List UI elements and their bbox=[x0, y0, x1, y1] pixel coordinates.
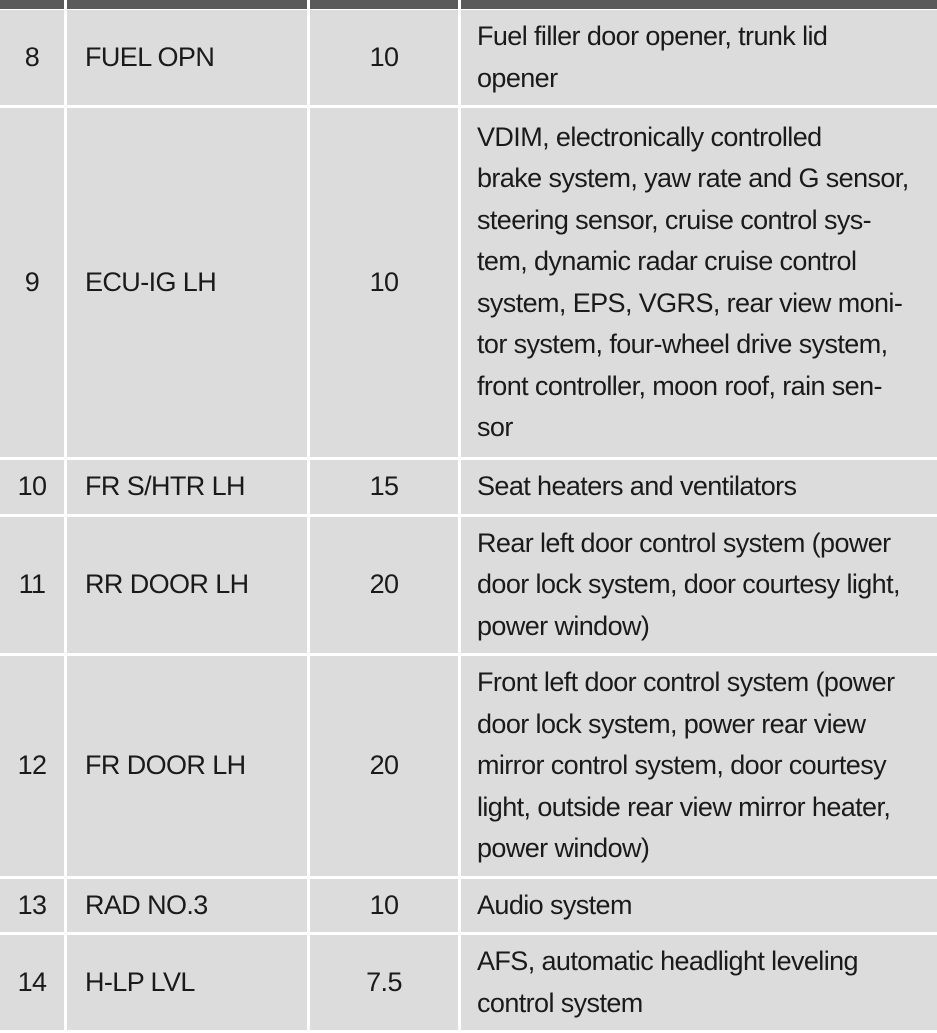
table-row bbox=[0, 460, 937, 517]
fuse-ampere-cell: 10 bbox=[310, 108, 461, 460]
fuse-table-body bbox=[0, 10, 937, 1033]
fuse-circuit-cell bbox=[461, 108, 937, 460]
table-row bbox=[0, 10, 937, 108]
header-cell-ampere bbox=[310, 0, 458, 9]
circuit-line: brake system, yaw rate and G sensor, bbox=[477, 163, 909, 193]
table-row bbox=[0, 517, 937, 657]
circuit-line: AFS, automatic headlight leveling bbox=[477, 946, 858, 976]
fuse-circuit-cell bbox=[461, 935, 937, 1033]
fuse-circuit-cell bbox=[461, 656, 937, 879]
fuse-name-cell: FR DOOR LH bbox=[67, 656, 310, 879]
circuit-line: VDIM, electronically controlled bbox=[477, 121, 822, 152]
fuse-ampere-cell: 10 bbox=[310, 879, 461, 936]
circuit-line: door lock system, power rear view bbox=[477, 708, 866, 739]
fuse-number-cell: 12 bbox=[0, 656, 67, 879]
fuse-number-cell: 8 bbox=[0, 10, 67, 108]
circuit-line: control system bbox=[477, 987, 643, 1018]
circuit-line: Audio system bbox=[477, 889, 632, 920]
circuit-line: power window) bbox=[477, 610, 650, 641]
fuse-circuit-cell bbox=[461, 517, 937, 657]
circuit-line: steering sensor, cruise control sys- bbox=[477, 204, 872, 235]
fuse-number-cell: 10 bbox=[0, 460, 67, 517]
header-cell-no bbox=[0, 0, 64, 9]
table-header-strip bbox=[0, 0, 937, 10]
fuse-number-cell: 9 bbox=[0, 108, 67, 460]
circuit-line: mirror control system, door courtesy bbox=[477, 750, 887, 780]
circuit-line: opener bbox=[477, 62, 558, 93]
header-cell-circuit bbox=[461, 0, 937, 9]
circuit-line: front controller, moon roof, rain sen- bbox=[477, 370, 882, 401]
fuse-ampere-cell: 20 bbox=[310, 517, 461, 657]
table-row bbox=[0, 879, 937, 936]
table-row bbox=[0, 656, 937, 879]
fuse-number-cell: 13 bbox=[0, 879, 67, 936]
circuit-line: door lock system, door courtesy light, bbox=[477, 569, 900, 599]
table-row bbox=[0, 108, 937, 460]
table-row bbox=[0, 935, 937, 1033]
circuit-line: Front left door control system (power bbox=[477, 667, 895, 697]
fuse-table bbox=[0, 10, 937, 1033]
circuit-line: light, outside rear view mirror heater, bbox=[477, 791, 891, 822]
fuse-circuit-cell bbox=[461, 879, 937, 936]
fuse-ampere-cell: 10 bbox=[310, 10, 461, 108]
fuse-ampere-cell: 7.5 bbox=[310, 935, 461, 1033]
fuse-ampere-cell: 15 bbox=[310, 460, 461, 517]
fuse-name-cell: RAD NO.3 bbox=[67, 879, 310, 936]
fuse-name-cell: FUEL OPN bbox=[67, 10, 310, 108]
fuse-name-cell: RR DOOR LH bbox=[67, 517, 310, 657]
fuse-circuit-cell bbox=[461, 460, 937, 517]
circuit-line: sor bbox=[477, 412, 513, 442]
fuse-number-cell: 11 bbox=[0, 517, 67, 657]
circuit-line: Rear left door control system (power bbox=[477, 527, 891, 558]
fuse-number-cell: 14 bbox=[0, 935, 67, 1033]
fuse-name-cell: ECU-IG LH bbox=[67, 108, 310, 460]
circuit-line: system, EPS, VGRS, rear view moni- bbox=[477, 287, 903, 318]
fuse-ampere-cell: 20 bbox=[310, 656, 461, 879]
fuse-circuit-cell bbox=[461, 10, 937, 108]
circuit-line: tor system, four-wheel drive system, bbox=[477, 329, 888, 359]
circuit-line: Fuel filler door opener, trunk lid bbox=[477, 21, 828, 51]
header-cell-name bbox=[67, 0, 307, 9]
circuit-line: Seat heaters and ventilators bbox=[477, 471, 797, 501]
fuse-name-cell: FR S/HTR LH bbox=[67, 460, 310, 517]
circuit-line: tem, dynamic radar cruise control bbox=[477, 246, 857, 276]
fuse-name-cell: H-LP LVL bbox=[67, 935, 310, 1033]
circuit-line: power window) bbox=[477, 833, 650, 863]
